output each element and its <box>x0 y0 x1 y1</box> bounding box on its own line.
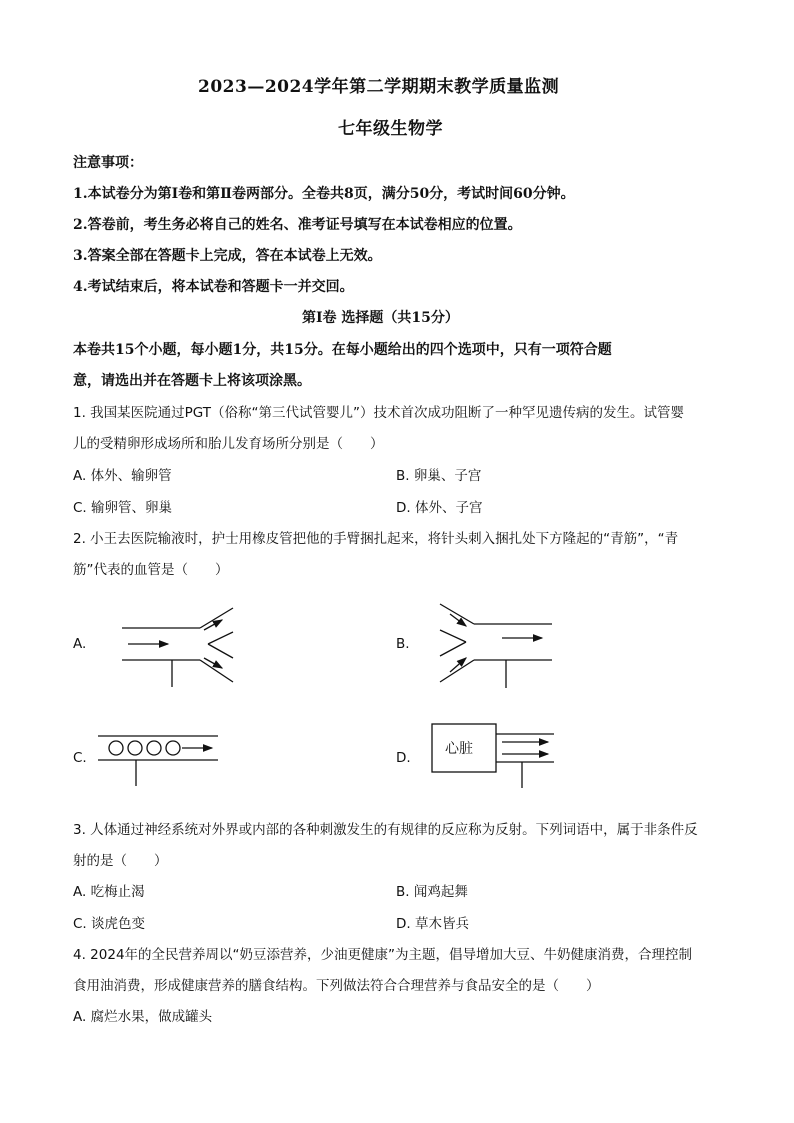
q2-figure-d-from-heart <box>430 718 570 798</box>
section1-heading: 第Ⅰ卷 选择题（共15分） <box>302 310 459 326</box>
q4-stem-line2: 食用油消费，形成健康营养的膳食结构。下列做法符合合理营养与食品安全的是（ ） <box>73 978 600 994</box>
q4-option-a[interactable]: A. 腐烂水果，做成罐头 <box>73 1009 213 1025</box>
q3-option-a[interactable]: A. 吃梅止渴 <box>73 884 145 900</box>
exam-title: 2023—2024学年第二学期期末教学质量监测 <box>198 77 560 97</box>
q1-option-b[interactable]: B. 卵巢、子宫 <box>396 468 482 484</box>
q1-option-a[interactable]: A. 体外、输卵管 <box>73 468 172 484</box>
q1-stem-line1: 1. 我国某医院通过PGT（俗称“第三代试管婴儿”）技术首次成功阻断了一种罕见遗传病的发生。试管婴 <box>73 405 685 421</box>
q2-figure-c-capillary <box>96 728 226 788</box>
q4-stem-line1: 4. 2024年的全民营养周以“奶豆添营养，少油更健康”为主题，倡导增加大豆、牛奶健康消费，合理控制 <box>73 947 693 963</box>
q2-option-a-label[interactable]: A. <box>73 636 87 652</box>
q3-stem-line2: 射的是（ ） <box>73 853 168 869</box>
notes-item-1: 1.本试卷分为第Ⅰ卷和第Ⅱ卷两部分。全卷共8页，满分50分，考试时间60分钟。 <box>73 186 575 202</box>
notes-item-2: 2.答卷前，考生务必将自己的姓名、准考证号填写在本试卷相应的位置。 <box>73 217 522 233</box>
q3-option-b[interactable]: B. 闻鸡起舞 <box>396 884 468 900</box>
q1-option-d[interactable]: D. 体外、子宫 <box>396 500 483 516</box>
q2-option-d-label[interactable]: D. <box>396 750 411 766</box>
q2-figure-b-vein-converging <box>436 600 566 700</box>
q2-option-c-label[interactable]: C. <box>73 750 87 766</box>
notes-item-4: 4.考试结束后，将本试卷和答题卡一并交回。 <box>73 279 354 295</box>
q3-option-c[interactable]: C. 谈虎色变 <box>73 916 146 932</box>
section1-intro-line1: 本卷共15个小题，每小题1分，共15分。在每小题给出的四个选项中，只有一项符合题 <box>73 342 612 358</box>
exam-subtitle: 七年级生物学 <box>338 119 443 139</box>
q1-option-c[interactable]: C. 输卵管、卵巢 <box>73 500 173 516</box>
q2-option-b-label[interactable]: B. <box>396 636 410 652</box>
notes-item-3: 3.答案全部在答题卡上完成，答在本试卷上无效。 <box>73 248 382 264</box>
q2-stem-line1: 2. 小王去医院输液时，护士用橡皮管把他的手臂捆扎起来，将针头刺入捆扎处下方隆起的“青筋”，“青 <box>73 531 679 547</box>
q2-stem-line2: 筋”代表的血管是（ ） <box>73 562 229 578</box>
q1-stem-line2: 儿的受精卵形成场所和胎儿发育场所分别是（ ） <box>73 436 384 452</box>
q2-heart-label: 心脏 <box>445 741 473 757</box>
q3-option-d[interactable]: D. 草木皆兵 <box>396 916 469 932</box>
section1-intro-line2: 意，请选出并在答题卡上将该项涂黑。 <box>73 373 311 389</box>
notes-heading: 注意事项： <box>73 155 143 171</box>
q3-stem-line1: 3. 人体通过神经系统对外界或内部的各种刺激发生的有规律的反应称为反射。下列词语中，属于非条件反 <box>73 822 698 838</box>
q2-figure-a-artery-branching <box>118 600 248 700</box>
